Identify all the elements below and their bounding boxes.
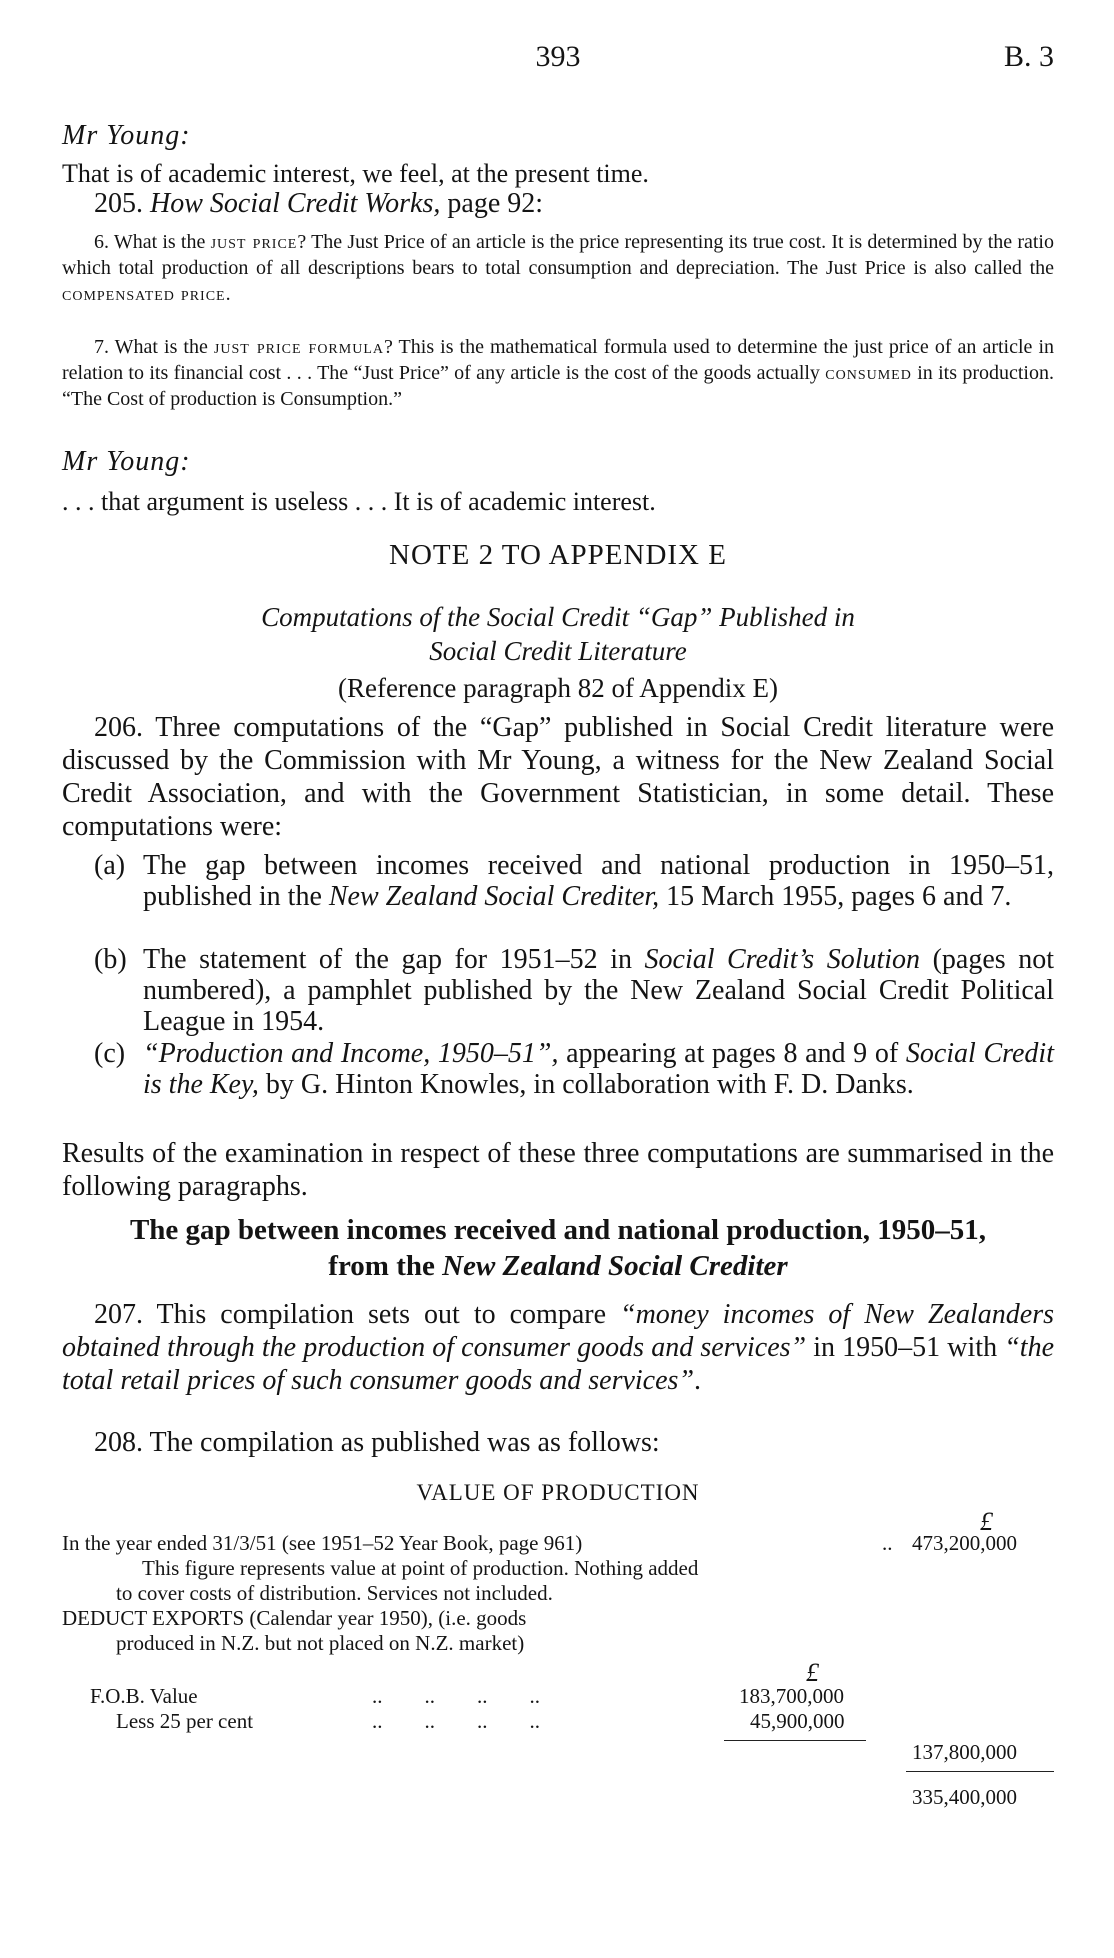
speaker-label-2: Mr Young: <box>62 446 191 477</box>
list-b-publication: Social Credit’s Solution <box>644 944 921 975</box>
currency-symbol-right: £ <box>980 1507 993 1536</box>
list-item-b <box>94 944 1054 1037</box>
row-note-line-2: to cover costs of distribution. Services not included. <box>116 1581 553 1605</box>
q7-term-consumed: consumed <box>825 362 912 384</box>
q6-term-compensated-price: compensated price <box>62 283 226 305</box>
row-fob-label: F.O.B. Value <box>90 1684 198 1708</box>
total-rule <box>906 1771 1054 1772</box>
p207-text-1: 207. This compilation sets out to compare <box>94 1299 621 1330</box>
page-number: 393 <box>535 40 581 73</box>
row-deduct-line-2: produced in N.Z. but not placed on N.Z. market) <box>116 1631 525 1655</box>
p207-text-3: . <box>694 1365 702 1396</box>
section-heading-publication: New Zealand Social Crediter <box>442 1250 788 1282</box>
row-year-value: 473,200,000 <box>912 1531 1017 1555</box>
paragraph-207 <box>62 1298 1054 1397</box>
row-net-value: 137,800,000 <box>912 1740 1017 1764</box>
results-paragraph: Results of the examination in respect of these three computations are summarised in the following paragraphs. <box>62 1138 1054 1202</box>
note-subtitle-line-2: Social Credit Literature <box>429 636 687 666</box>
row-less-value: 45,900,000 <box>750 1709 845 1733</box>
list-text-a <box>94 850 1054 912</box>
row-deduct-line-1: DEDUCT EXPORTS (Calendar year 1950), (i.e. goods <box>62 1606 527 1630</box>
list-c-text-2: by G. Hinton Knowles, in collaboration with F. D. Danks. <box>258 1069 914 1100</box>
row-year-label: In the year ended 31/3/51 (see 1951–52 Year Book, page 961) <box>62 1531 583 1555</box>
list-c-text-1: appearing at pages 8 and 9 of <box>558 1038 906 1069</box>
q6-text-c: . <box>225 283 231 305</box>
row-less-label: Less 25 per cent <box>116 1709 254 1733</box>
list-b-text-1: The statement of the gap for 1951–52 in <box>143 944 645 975</box>
p207-text-2: in 1950–51 with <box>806 1332 1005 1363</box>
list-a-text-2: 15 March 1955, pages 6 and 7. <box>659 881 1012 912</box>
question-6 <box>62 229 1054 307</box>
page-header <box>62 40 1054 80</box>
q7-term-formula: just price formula <box>213 336 384 358</box>
note-reference: (Reference paragraph 82 of Appendix E) <box>337 673 779 703</box>
note-subtitle-line-1: Computations of the Social Credit “Gap” Published in <box>261 602 855 632</box>
list-c-title: “Production and Income, 1950–51”, <box>143 1038 559 1069</box>
row-less-leader: .. .. .. .. <box>372 1709 540 1733</box>
paragraph-206: 206. Three computations of the “Gap” published in Social Credit literature were discussed by the Commission with Mr Young, a witness for the New Zealand Social Credit Association, and with the Government Statistician, in some detail. These computations were: <box>62 712 1054 842</box>
question-7 <box>62 334 1054 412</box>
list-label-c: (c) <box>94 1038 126 1069</box>
q6-term-just-price: just price <box>210 231 298 253</box>
page-ref: page 92: <box>440 188 544 219</box>
speaker-label: Mr Young: <box>62 120 191 151</box>
currency-symbol-middle: £ <box>806 1658 819 1687</box>
paragraph-208: 208. The compilation as published was as follows: <box>94 1427 660 1458</box>
list-b-text-2: (pages not numbered), a pamphlet published by the New Zealand Social Credit Political League in 1954. <box>143 944 1054 1037</box>
q6-text-b: ? The Just Price of an article is the price representing its true cost. It is determined by the ratio which total production of all descriptions bears to total consumption and depreciation. The Just Price is also called the <box>62 231 1054 279</box>
row-year-leader: .. <box>882 1531 893 1555</box>
p207-quote-1: “money incomes of New Zealanders obtained through the production of consumer goods and services” <box>62 1299 1054 1363</box>
section-heading-prefix: from the <box>328 1250 443 1282</box>
paragraph-number: 205. <box>94 188 143 219</box>
list-c-publication: Social Credit is the Key, <box>143 1038 1054 1100</box>
row-total-value: 335,400,000 <box>912 1785 1017 1809</box>
section-heading <box>62 1212 1054 1284</box>
section-heading-line-2 <box>62 1248 1054 1284</box>
list-a-publication: New Zealand Social Crediter, <box>328 881 660 912</box>
list-a-text-1: The gap between incomes received and national production in 1950–51, published in the <box>143 850 1054 912</box>
speaker-statement: That is of academic interest, we feel, at the present time. <box>62 159 649 188</box>
list-label-a: (a) <box>94 850 126 881</box>
q7-text-a: 7. What is the <box>94 336 214 358</box>
row-note-line-1: This figure represents value at point of production. Nothing added <box>142 1556 699 1580</box>
subtotal-rule <box>724 1740 866 1741</box>
list-item-c <box>94 1038 1054 1100</box>
book-title: How Social Credit Works, <box>150 188 441 219</box>
document-code: B. 3 <box>1003 40 1054 73</box>
q7-text-c: in its production. “The Cost of production is Consumption.” <box>62 362 1054 410</box>
list-text-b <box>94 944 1054 1037</box>
list-label-b: (b) <box>94 944 127 975</box>
q6-text-a: 6. What is the <box>94 231 211 253</box>
row-fob-value: 183,700,000 <box>739 1684 844 1708</box>
q7-text-b: ? This is the mathematical formula used to determine the just price of an article in relation to its financial cost . . . The “Just Price” of any article is the cost of the goods actually <box>62 336 1054 384</box>
list-item-a <box>94 850 1054 912</box>
table-title: VALUE OF PRODUCTION <box>416 1480 700 1505</box>
row-fob-leader: .. .. .. .. <box>372 1684 540 1708</box>
paragraph-205 <box>62 188 1054 220</box>
p207-quote-2: “the total retail prices of such consumer goods and services” <box>62 1332 1054 1396</box>
note-title: NOTE 2 TO APPENDIX E <box>389 539 727 571</box>
list-text-c <box>94 1038 1054 1100</box>
section-heading-line-1: The gap between incomes received and national production, 1950–51, <box>129 1214 987 1246</box>
speaker-statement-2: . . . that argument is useless . . . It is of academic interest. <box>62 487 656 516</box>
